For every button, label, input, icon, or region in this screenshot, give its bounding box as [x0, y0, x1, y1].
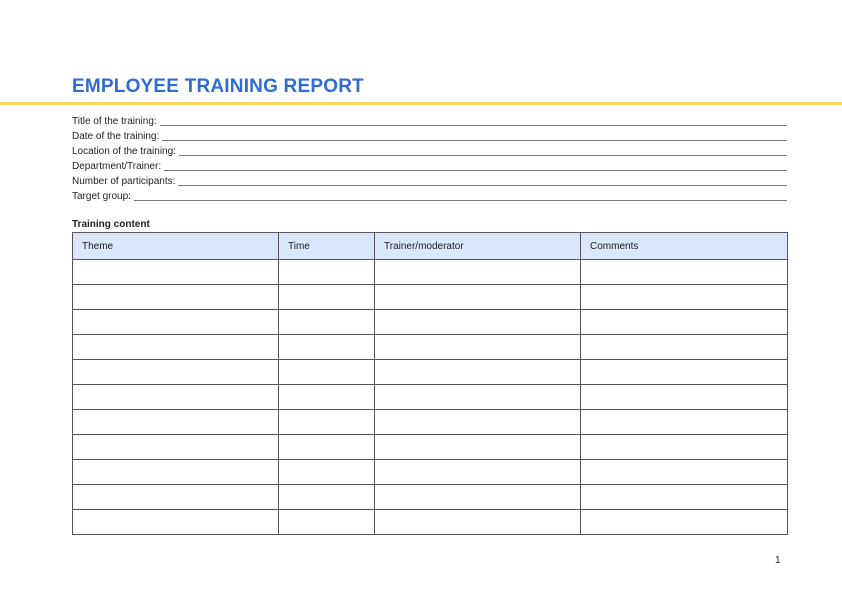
table-cell-time[interactable] [279, 335, 375, 360]
table-header-row [73, 233, 788, 260]
table-row [73, 335, 788, 360]
table-cell-trainer-moderator[interactable] [375, 485, 581, 510]
table-cell-theme[interactable] [73, 360, 279, 385]
field-label: Title of the training: [72, 116, 157, 127]
table-cell-comments[interactable] [581, 285, 788, 310]
column-header-trainer-moderator: Trainer/moderator [375, 233, 581, 260]
column-header-time: Time [279, 233, 375, 260]
table-cell-comments[interactable] [581, 335, 788, 360]
table-cell-theme[interactable] [73, 510, 279, 535]
table-cell-comments[interactable] [581, 385, 788, 410]
table-cell-theme[interactable] [73, 335, 279, 360]
table-cell-theme[interactable] [73, 310, 279, 335]
table-row [73, 485, 788, 510]
table-cell-comments[interactable] [581, 435, 788, 460]
field-fill-line[interactable] [179, 155, 787, 156]
table-cell-theme[interactable] [73, 285, 279, 310]
table-cell-comments[interactable] [581, 410, 788, 435]
field-fill-line[interactable] [164, 170, 787, 171]
field-fill-line[interactable] [134, 200, 787, 201]
table-cell-trainer-moderator[interactable] [375, 435, 581, 460]
field-label: Department/Trainer: [72, 161, 162, 172]
table-cell-trainer-moderator[interactable] [375, 360, 581, 385]
field-number-of-participants [72, 173, 787, 188]
table-row [73, 435, 788, 460]
table-cell-comments[interactable] [581, 460, 788, 485]
table-row [73, 510, 788, 535]
table-cell-comments[interactable] [581, 310, 788, 335]
table-cell-theme[interactable] [73, 385, 279, 410]
table-row [73, 385, 788, 410]
table-cell-comments[interactable] [581, 510, 788, 535]
field-label: Number of participants: [72, 176, 176, 187]
table-row [73, 285, 788, 310]
table-cell-trainer-moderator[interactable] [375, 310, 581, 335]
table-cell-theme[interactable] [73, 435, 279, 460]
page-number: 1 [775, 555, 781, 566]
training-content-table [72, 232, 788, 535]
field-title-of-training [72, 113, 787, 128]
table-cell-time[interactable] [279, 435, 375, 460]
table-row [73, 360, 788, 385]
table-row [73, 260, 788, 285]
table-cell-comments[interactable] [581, 260, 788, 285]
table-cell-time[interactable] [279, 510, 375, 535]
column-header-comments: Comments [581, 233, 788, 260]
table-row [73, 310, 788, 335]
report-title: EMPLOYEE TRAINING REPORT [72, 76, 364, 97]
field-label: Target group: [72, 191, 131, 202]
table-cell-trainer-moderator[interactable] [375, 285, 581, 310]
field-department-trainer [72, 158, 787, 173]
table-cell-trainer-moderator[interactable] [375, 335, 581, 360]
table-cell-theme[interactable] [73, 460, 279, 485]
table-cell-time[interactable] [279, 310, 375, 335]
title-underline-rule [0, 102, 842, 105]
table-cell-theme[interactable] [73, 260, 279, 285]
table-cell-time[interactable] [279, 485, 375, 510]
table-cell-theme[interactable] [73, 485, 279, 510]
table-cell-trainer-moderator[interactable] [375, 385, 581, 410]
table-cell-time[interactable] [279, 260, 375, 285]
table-cell-trainer-moderator[interactable] [375, 510, 581, 535]
table-cell-theme[interactable] [73, 410, 279, 435]
table-cell-trainer-moderator[interactable] [375, 460, 581, 485]
table-cell-comments[interactable] [581, 485, 788, 510]
field-fill-line[interactable] [178, 185, 787, 186]
section-title-training-content: Training content [72, 219, 150, 230]
field-target-group [72, 188, 787, 203]
field-label: Location of the training: [72, 146, 176, 157]
table-cell-trainer-moderator[interactable] [375, 410, 581, 435]
field-label: Date of the training: [72, 131, 160, 142]
table-cell-time[interactable] [279, 360, 375, 385]
table-cell-comments[interactable] [581, 360, 788, 385]
column-header-theme: Theme [73, 233, 279, 260]
table-cell-time[interactable] [279, 285, 375, 310]
field-location-of-training [72, 143, 787, 158]
table-cell-time[interactable] [279, 385, 375, 410]
table-row [73, 410, 788, 435]
table-cell-time[interactable] [279, 410, 375, 435]
table-cell-trainer-moderator[interactable] [375, 260, 581, 285]
table-row [73, 460, 788, 485]
report-fields [72, 113, 787, 203]
table-cell-time[interactable] [279, 460, 375, 485]
field-date-of-training [72, 128, 787, 143]
field-fill-line[interactable] [160, 125, 787, 126]
field-fill-line[interactable] [162, 140, 787, 141]
